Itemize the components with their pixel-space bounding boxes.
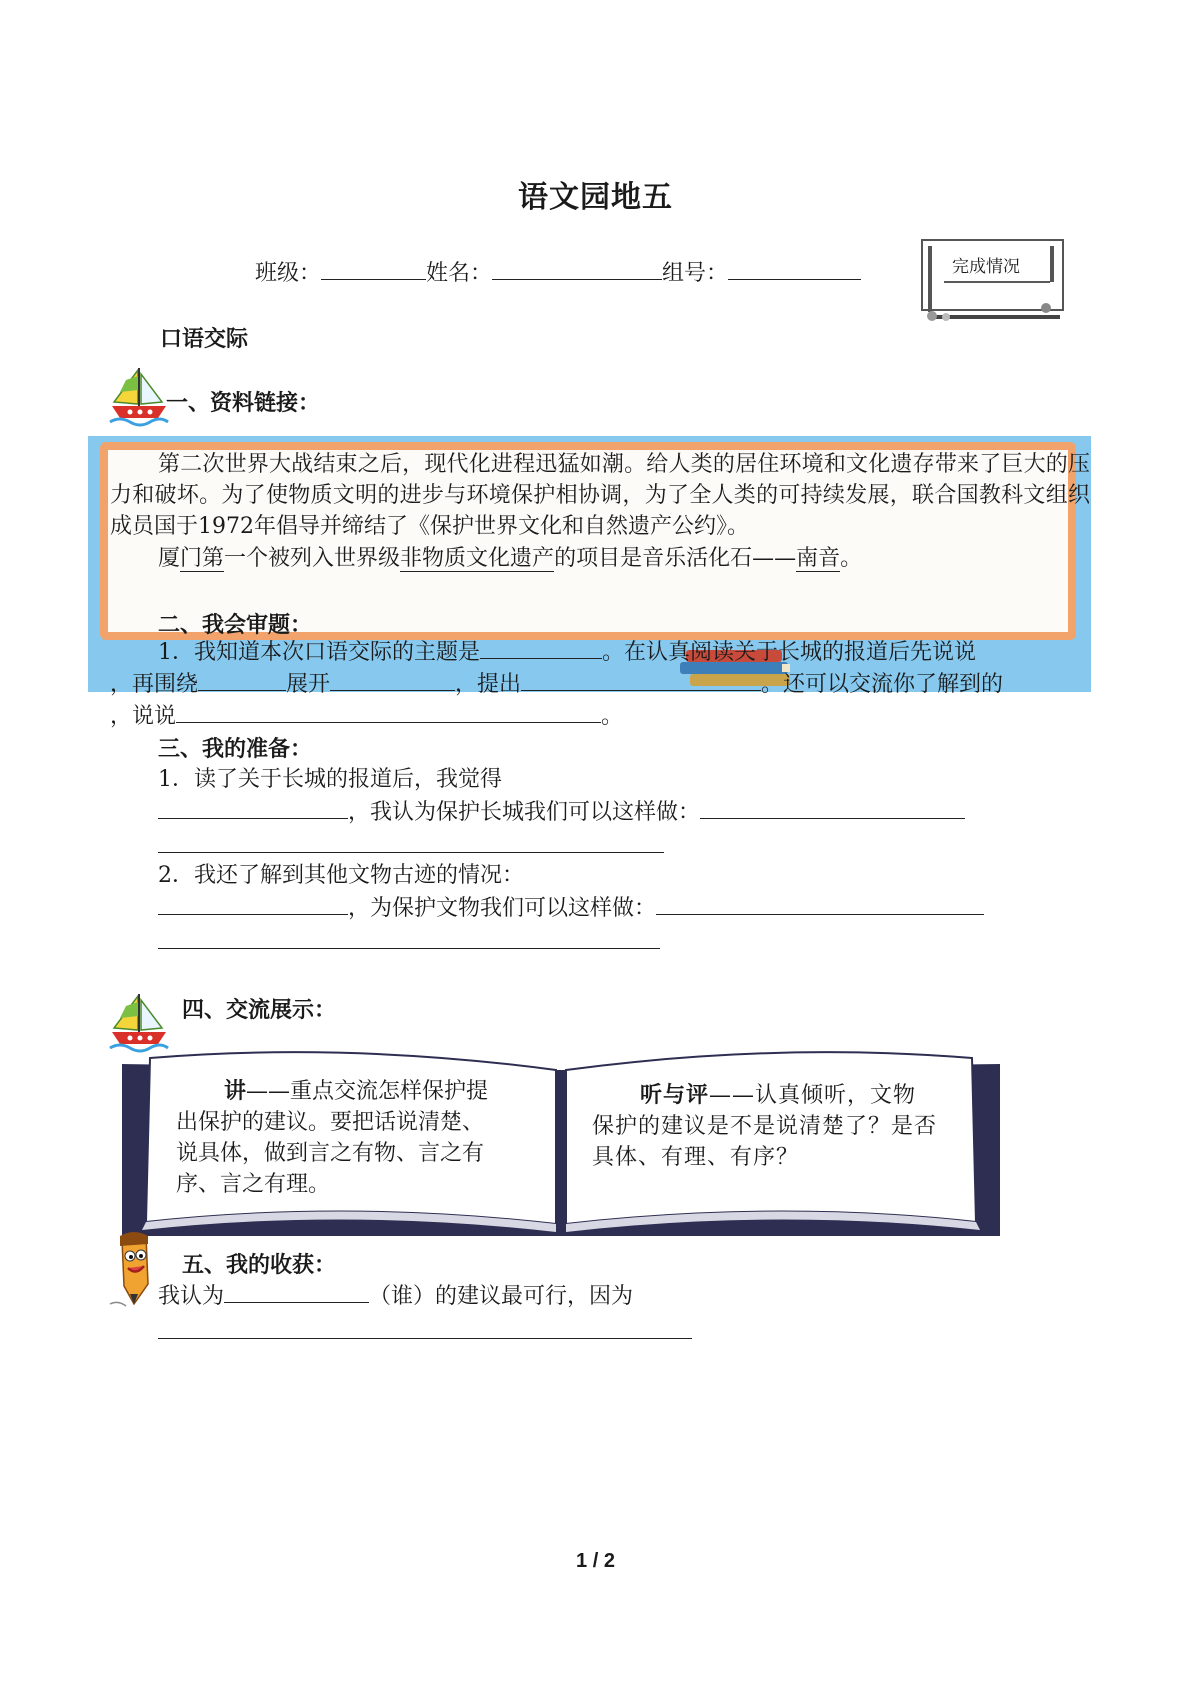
- class-label: 班级：: [255, 261, 322, 286]
- page-title: 语文园地五: [518, 180, 673, 215]
- s1-heading: 一、资料链接：: [166, 391, 321, 416]
- theme-blank[interactable]: [480, 636, 602, 659]
- topic-blank[interactable]: [198, 668, 286, 691]
- s5-text-a: 我认为: [158, 1284, 225, 1309]
- s3-heading: 三、我的准备：: [158, 737, 313, 762]
- class-blank[interactable]: [321, 259, 426, 280]
- completion-status-box: [920, 238, 1065, 324]
- s3-q2-answer-line: [158, 892, 984, 924]
- speak-text: ——重点交流怎样保护提出保护的建议。要把话说清楚、说具体，做到言之有物、言之有序、言之有理。: [176, 1079, 489, 1197]
- q2-method-blank[interactable]: [656, 892, 984, 915]
- group-blank[interactable]: [728, 259, 861, 280]
- s4-heading: 四、交流展示：: [182, 998, 337, 1023]
- q1-feeling-blank[interactable]: [158, 796, 348, 819]
- book-right-page-text: [592, 1080, 937, 1173]
- s2-line-3: [110, 700, 623, 732]
- status-label: 完成情况: [952, 257, 1020, 277]
- listen-text: ——认真倾听，文物保护的建议是不是说清楚了？是否具体、有理、有序？: [592, 1083, 938, 1170]
- q1-method-blank[interactable]: [700, 796, 965, 819]
- share-blank[interactable]: [176, 700, 601, 723]
- s2-line3-text-a: ，说说: [110, 704, 177, 729]
- para2-text-g: 。: [840, 546, 863, 571]
- s3-q2: 2．我还了解到其他文物古迹的情况：: [158, 863, 524, 888]
- para2-text-e: 的项目是音乐活化石——: [554, 546, 797, 571]
- para2-underlined-heritage: 非物质文化遗产: [400, 546, 555, 571]
- s3-q2-mid-text: ，为保护文物我们可以这样做：: [348, 896, 657, 921]
- para2-text-c: 一个被列入世界级: [224, 546, 401, 571]
- listen-label: 听与评: [640, 1083, 710, 1108]
- name-blank[interactable]: [492, 259, 662, 280]
- reason-blank[interactable]: [158, 1338, 692, 1339]
- q1-extra-blank[interactable]: [158, 852, 664, 853]
- para2-underlined-nanyin: 南音: [796, 546, 841, 571]
- q2-extra-blank[interactable]: [158, 948, 660, 949]
- student-info-line: [255, 256, 861, 287]
- group-label: 组号：: [662, 261, 729, 286]
- s5-heading: 五、我的收获：: [182, 1253, 337, 1278]
- s2-line-2: [110, 668, 1003, 700]
- who-blank[interactable]: [224, 1280, 369, 1303]
- s3-q1: 1．读了关于长城的报道后，我觉得: [158, 767, 502, 792]
- sailboat-icon: [108, 366, 170, 428]
- name-label: 姓名：: [426, 261, 493, 286]
- s3-q1-answer-line: [158, 796, 965, 828]
- para2-text-a: 厦: [158, 546, 181, 571]
- q2-info-blank[interactable]: [158, 892, 348, 915]
- book-left-page-text: [176, 1076, 496, 1200]
- propose-blank[interactable]: [521, 668, 761, 691]
- s2-heading: 二、我会审题：: [158, 613, 313, 638]
- s2-line2-text-a: ，再围绕: [110, 672, 199, 697]
- speak-label: 讲: [224, 1079, 247, 1104]
- expand-blank[interactable]: [330, 668, 455, 691]
- s5-text-b: （谁）的建议最可行，因为: [369, 1284, 634, 1309]
- s1-paragraph-2: [158, 543, 1098, 574]
- s3-q1-mid-text: ，我认为保护长城我们可以这样做：: [348, 800, 701, 825]
- pencil-mascot-icon: [108, 1232, 160, 1308]
- para2-underlined-xiamen: 门第: [180, 546, 225, 571]
- s2-line1-text-a: 1．我知道本次口语交际的主题是: [158, 640, 480, 665]
- s2-line2-text-c: ，提出: [455, 672, 522, 697]
- page-number: 1 / 2: [576, 1550, 615, 1572]
- status-frame-icon: [920, 238, 1065, 324]
- s2-line-1: [158, 636, 976, 668]
- s5-line: [158, 1280, 633, 1312]
- s2-line3-text-b: 。: [601, 704, 624, 729]
- s1-paragraph-1: 第二次世界大战结束之后，现代化进程迅猛如潮。给人类的居住环境和文化遗存带来了巨大的压力和破坏。为了使物质文明的进步与环境保护相协调，为了全人类的可持续发展，联合国教科文组织成员国于1972年倡导并缔结了《保护世界文化和自然遗产公约》。: [110, 452, 1090, 539]
- s2-line2-text-d: 。还可以交流你了解到的: [761, 672, 1004, 697]
- s2-line1-text-b: 。在认真阅读关于长城的报道后先说说: [602, 640, 977, 665]
- s2-line2-text-b: 展开: [286, 672, 331, 697]
- section-oral-title: 口语交际: [160, 327, 249, 352]
